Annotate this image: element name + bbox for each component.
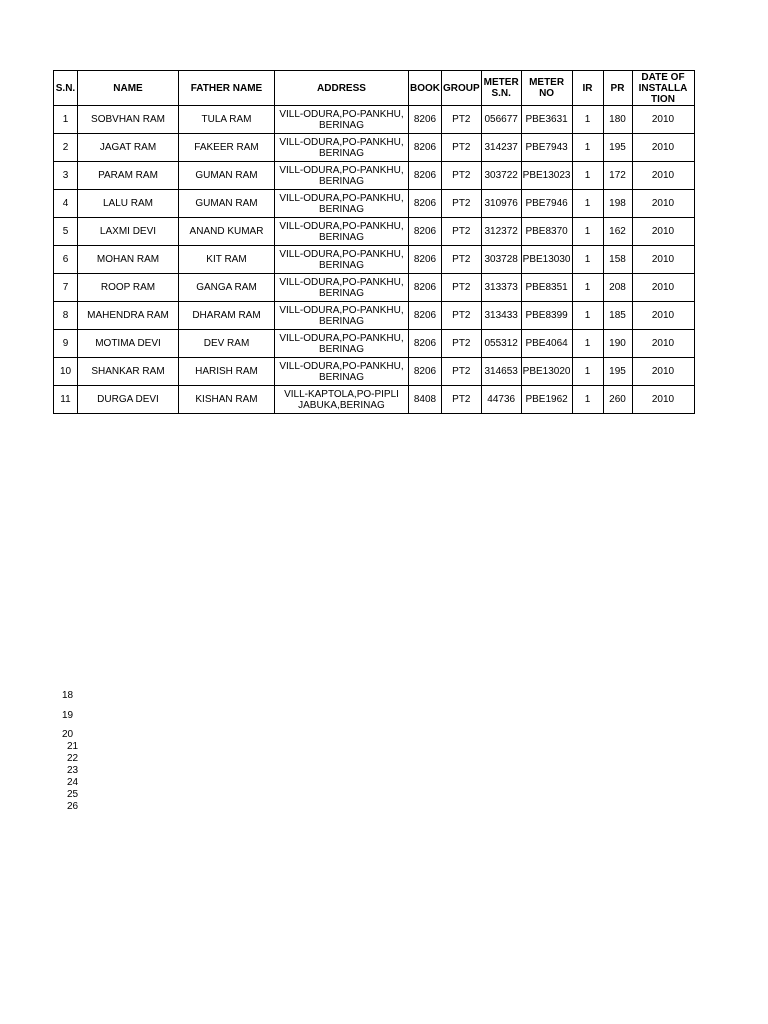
cell-book: 8206 (409, 330, 442, 358)
cell-meter-sn: 312372 (481, 218, 521, 246)
cell-book: 8206 (409, 302, 442, 330)
cell-name: MAHENDRA RAM (78, 302, 179, 330)
cell-date-of-installation: 2010 (632, 302, 694, 330)
cell-book: 8206 (409, 162, 442, 190)
cell-address: VILL-ODURA,PO-PANKHU, BERINAG (275, 162, 409, 190)
cell-address: VILL-ODURA,PO-PANKHU, BERINAG (275, 106, 409, 134)
cell-father-name: TULA RAM (179, 106, 275, 134)
cell-ir: 1 (572, 358, 603, 386)
cell-address: VILL-KAPTOLA,PO-PIPLI JABUKA,BERINAG (275, 386, 409, 414)
cell-meter-sn: 303728 (481, 246, 521, 274)
cell-sn: 7 (54, 274, 78, 302)
cell-meter-sn: 313373 (481, 274, 521, 302)
cell-date-of-installation: 2010 (632, 330, 694, 358)
cell-father-name: KISHAN RAM (179, 386, 275, 414)
header-date-of-installation: DATE OF INSTALLA TION (632, 71, 694, 106)
cell-address: VILL-ODURA,PO-PANKHU, BERINAG (275, 218, 409, 246)
cell-meter-no: PBE8351 (521, 274, 572, 302)
cell-group: PT2 (442, 330, 482, 358)
table-row (54, 162, 695, 190)
cell-meter-no: PBE13020 (521, 358, 572, 386)
cell-name: JAGAT RAM (78, 134, 179, 162)
cell-sn: 8 (54, 302, 78, 330)
cell-ir: 1 (572, 274, 603, 302)
cell-name: ROOP RAM (78, 274, 179, 302)
cell-ir: 1 (572, 106, 603, 134)
cell-meter-no: PBE1962 (521, 386, 572, 414)
cell-book: 8206 (409, 274, 442, 302)
cell-meter-sn: 314237 (481, 134, 521, 162)
cell-meter-sn: 056677 (481, 106, 521, 134)
cell-pr: 260 (603, 386, 632, 414)
cell-father-name: GANGA RAM (179, 274, 275, 302)
cell-sn: 4 (54, 190, 78, 218)
cell-name: MOTIMA DEVI (78, 330, 179, 358)
cell-name: MOHAN RAM (78, 246, 179, 274)
cell-group: PT2 (442, 274, 482, 302)
table-row (54, 190, 695, 218)
records-table-container (53, 70, 695, 414)
header-sn: S.N. (54, 71, 78, 106)
cell-pr: 172 (603, 162, 632, 190)
table-header-row (54, 71, 695, 106)
cell-date-of-installation: 2010 (632, 162, 694, 190)
page-number-18: 18 (62, 690, 74, 701)
cell-ir: 1 (572, 246, 603, 274)
cell-father-name: GUMAN RAM (179, 162, 275, 190)
cell-meter-no: PBE8399 (521, 302, 572, 330)
page-number-26: 26 (67, 801, 79, 812)
cell-address: VILL-ODURA,PO-PANKHU, BERINAG (275, 274, 409, 302)
page-number-23: 23 (67, 765, 79, 776)
cell-meter-no: PBE13023 (521, 162, 572, 190)
cell-meter-sn: 314653 (481, 358, 521, 386)
cell-ir: 1 (572, 134, 603, 162)
header-pr: PR (603, 71, 632, 106)
table-row (54, 106, 695, 134)
cell-book: 8206 (409, 134, 442, 162)
cell-ir: 1 (572, 330, 603, 358)
cell-group: PT2 (442, 162, 482, 190)
cell-father-name: ANAND KUMAR (179, 218, 275, 246)
header-meter-sn: METER S.N. (481, 71, 521, 106)
cell-father-name: HARISH RAM (179, 358, 275, 386)
cell-date-of-installation: 2010 (632, 134, 694, 162)
cell-pr: 158 (603, 246, 632, 274)
cell-father-name: KIT RAM (179, 246, 275, 274)
cell-book: 8206 (409, 106, 442, 134)
cell-date-of-installation: 2010 (632, 274, 694, 302)
cell-father-name: DHARAM RAM (179, 302, 275, 330)
cell-meter-sn: 44736 (481, 386, 521, 414)
cell-date-of-installation: 2010 (632, 190, 694, 218)
cell-name: PARAM RAM (78, 162, 179, 190)
header-meter-no: METER NO (521, 71, 572, 106)
cell-meter-no: PBE7943 (521, 134, 572, 162)
page-number-25: 25 (67, 789, 79, 800)
cell-group: PT2 (442, 358, 482, 386)
cell-father-name: GUMAN RAM (179, 190, 275, 218)
table-row (54, 218, 695, 246)
cell-address: VILL-ODURA,PO-PANKHU, BERINAG (275, 246, 409, 274)
cell-group: PT2 (442, 106, 482, 134)
page-number-19: 19 (62, 710, 74, 721)
header-address: ADDRESS (275, 71, 409, 106)
cell-book: 8206 (409, 246, 442, 274)
cell-sn: 3 (54, 162, 78, 190)
table-row (54, 358, 695, 386)
cell-book: 8206 (409, 190, 442, 218)
page-number-22: 22 (67, 753, 79, 764)
cell-book: 8408 (409, 386, 442, 414)
cell-meter-no: PBE7946 (521, 190, 572, 218)
cell-group: PT2 (442, 218, 482, 246)
cell-meter-no: PBE13030 (521, 246, 572, 274)
page-number-20: 20 (62, 729, 74, 740)
cell-group: PT2 (442, 190, 482, 218)
cell-date-of-installation: 2010 (632, 386, 694, 414)
cell-father-name: DEV RAM (179, 330, 275, 358)
cell-meter-no: PBE4064 (521, 330, 572, 358)
cell-date-of-installation: 2010 (632, 106, 694, 134)
cell-group: PT2 (442, 302, 482, 330)
table-row (54, 134, 695, 162)
table-row (54, 246, 695, 274)
table-row (54, 302, 695, 330)
cell-group: PT2 (442, 386, 482, 414)
cell-sn: 5 (54, 218, 78, 246)
table-row (54, 386, 695, 414)
cell-address: VILL-ODURA,PO-PANKHU, BERINAG (275, 190, 409, 218)
header-father-name: FATHER NAME (179, 71, 275, 106)
table-body (54, 106, 695, 414)
header-ir: IR (572, 71, 603, 106)
cell-name: SOBVHAN RAM (78, 106, 179, 134)
cell-meter-sn: 313433 (481, 302, 521, 330)
header-name: NAME (78, 71, 179, 106)
cell-group: PT2 (442, 134, 482, 162)
cell-pr: 190 (603, 330, 632, 358)
cell-ir: 1 (572, 302, 603, 330)
cell-group: PT2 (442, 246, 482, 274)
header-book: BOOK (409, 71, 442, 106)
cell-book: 8206 (409, 358, 442, 386)
cell-pr: 195 (603, 134, 632, 162)
cell-name: SHANKAR RAM (78, 358, 179, 386)
table-row (54, 274, 695, 302)
cell-sn: 11 (54, 386, 78, 414)
cell-pr: 162 (603, 218, 632, 246)
cell-meter-no: PBE3631 (521, 106, 572, 134)
cell-book: 8206 (409, 218, 442, 246)
cell-ir: 1 (572, 162, 603, 190)
page-number-24: 24 (67, 777, 79, 788)
cell-meter-sn: 055312 (481, 330, 521, 358)
cell-meter-no: PBE8370 (521, 218, 572, 246)
header-group: GROUP (442, 71, 482, 106)
page-number-21: 21 (67, 741, 79, 752)
cell-pr: 198 (603, 190, 632, 218)
cell-pr: 185 (603, 302, 632, 330)
records-table (53, 70, 695, 414)
cell-sn: 2 (54, 134, 78, 162)
cell-address: VILL-ODURA,PO-PANKHU, BERINAG (275, 330, 409, 358)
cell-name: LALU RAM (78, 190, 179, 218)
cell-pr: 195 (603, 358, 632, 386)
cell-ir: 1 (572, 386, 603, 414)
cell-father-name: FAKEER RAM (179, 134, 275, 162)
cell-date-of-installation: 2010 (632, 246, 694, 274)
cell-date-of-installation: 2010 (632, 218, 694, 246)
cell-date-of-installation: 2010 (632, 358, 694, 386)
cell-sn: 9 (54, 330, 78, 358)
cell-name: LAXMI DEVI (78, 218, 179, 246)
cell-sn: 1 (54, 106, 78, 134)
cell-sn: 10 (54, 358, 78, 386)
cell-ir: 1 (572, 218, 603, 246)
cell-name: DURGA DEVI (78, 386, 179, 414)
cell-pr: 208 (603, 274, 632, 302)
cell-pr: 180 (603, 106, 632, 134)
cell-address: VILL-ODURA,PO-PANKHU, BERINAG (275, 134, 409, 162)
cell-sn: 6 (54, 246, 78, 274)
cell-meter-sn: 303722 (481, 162, 521, 190)
cell-address: VILL-ODURA,PO-PANKHU, BERINAG (275, 302, 409, 330)
cell-ir: 1 (572, 190, 603, 218)
cell-meter-sn: 310976 (481, 190, 521, 218)
table-row (54, 330, 695, 358)
cell-address: VILL-ODURA,PO-PANKHU, BERINAG (275, 358, 409, 386)
